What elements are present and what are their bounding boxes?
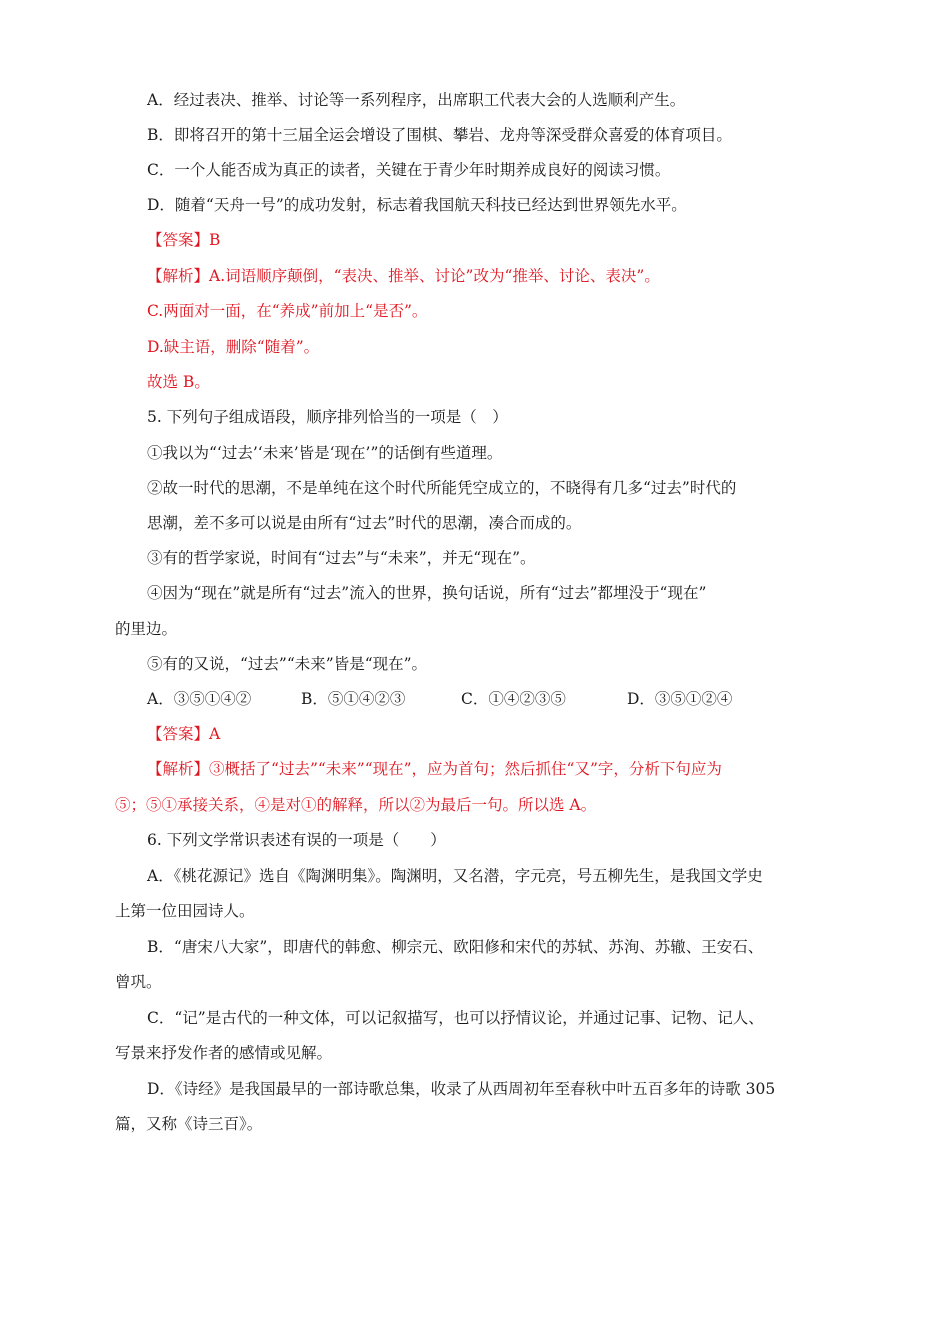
q5-stem: 5. 下列句子组成语段，顺序排列恰当的一项是（ ） xyxy=(147,408,508,426)
q5-sentence-2-line-1: ②故一时代的思潮，不是单纯在这个时代所能凭空成立的，不晓得有几多“过去”时代的 xyxy=(147,479,737,497)
q5-sentence-4-line-1: ④因为“现在”就是所有“过去”流入的世界，换句话说，所有“过去”都埋没于“现在” xyxy=(147,584,707,602)
q5-option-c: C．①④②③⑤ xyxy=(461,690,566,708)
q6-option-a-line-2: 上第一位田园诗人。 xyxy=(115,902,255,920)
q5-option-a: A．③⑤①④② xyxy=(147,690,252,708)
q5-option-d: D．③⑤①②④ xyxy=(627,690,733,708)
q6-stem: 6. 下列文学常识表述有误的一项是（ ） xyxy=(147,831,446,849)
q5-sentence-5: ⑤有的又说，“过去”“未来”皆是“现在”。 xyxy=(147,655,428,673)
q5-analysis-line-1 xyxy=(147,759,722,779)
answer-value: A xyxy=(209,725,221,743)
analysis-text: ③概括了“过去”“未来”“现在”，应为首句；然后抓住“又”字，分析下句应为 xyxy=(209,760,722,778)
answer-value: B xyxy=(209,231,221,249)
q6-option-b-line-1: B．“唐宋八大家”，即唐代的韩愈、柳宗元、欧阳修和宋代的苏轼、苏洵、苏辙、王安石、 xyxy=(147,938,764,956)
q6-option-c-line-2: 写景来抒发作者的感情或见解。 xyxy=(115,1044,333,1062)
q6-option-a-line-1: A．《桃花源记》选自《陶渊明集》。陶渊明，又名潜，字元亮，号五柳先生，是我国文学史 xyxy=(147,867,763,885)
q5-sentence-2-line-2: 思潮，差不多可以说是由所有“过去”时代的思潮，凑合而成的。 xyxy=(147,514,582,532)
q5-sentence-4-line-2: 的里边。 xyxy=(115,620,178,638)
q5-answer xyxy=(147,724,220,744)
analysis-text: A.词语顺序颠倒，“表决、推举、讨论”改为“推举、讨论、表决”。 xyxy=(209,267,660,285)
q6-option-d-line-1: D．《诗经》是我国最早的一部诗歌总集，收录了从西周初年至春秋中叶五百多年的诗歌 305 xyxy=(147,1080,776,1098)
q6-option-d-line-2: 篇，又称《诗三百》。 xyxy=(115,1115,263,1133)
q4-analysis-line-1 xyxy=(147,266,660,286)
q4-analysis-line-3: D.缺主语，删除“随着”。 xyxy=(147,338,320,356)
q4-option-c: C．一个人能否成为真正的读者，关键在于青少年时期养成良好的阅读习惯。 xyxy=(147,161,671,179)
analysis-tag: 【解析】 xyxy=(147,267,210,285)
q5-option-b: B．⑤①④②③ xyxy=(301,690,406,708)
q5-options xyxy=(147,689,732,709)
q4-analysis-line-2: C.两面对一面，在“养成”前加上“是否”。 xyxy=(147,302,428,320)
q5-sentence-1: ①我以为“‘过去’‘未来’皆是‘现在’”的话倒有些道理。 xyxy=(147,444,503,462)
q4-option-a: A．经过表决、推举、讨论等一系列程序，出席职工代表大会的人选顺利产生。 xyxy=(147,91,686,109)
q4-option-d: D．随着“天舟一号”的成功发射，标志着我国航天科技已经达到世界领先水平。 xyxy=(147,196,687,214)
q4-analysis-line-4: 故选 B。 xyxy=(147,373,210,391)
q4-answer xyxy=(147,230,220,250)
answer-tag: 【答案】 xyxy=(147,725,210,743)
q5-sentence-3: ③有的哲学家说，时间有“过去”与“未来”，并无“现在”。 xyxy=(147,549,536,567)
q6-option-b-line-2: 曾巩。 xyxy=(115,973,162,991)
q5-analysis-line-2: ⑤；⑤①承接关系，④是对①的解释，所以②为最后一句。所以选 A。 xyxy=(115,796,597,814)
answer-tag: 【答案】 xyxy=(147,231,210,249)
q4-option-b: B．即将召开的第十三届全运会增设了围棋、攀岩、龙舟等深受群众喜爱的体育项目。 xyxy=(147,126,732,144)
q6-option-c-line-1: C．“记”是古代的一种文体，可以记叙描写，也可以抒情议论，并通过记事、记物、记人、 xyxy=(147,1009,764,1027)
analysis-tag: 【解析】 xyxy=(147,760,210,778)
